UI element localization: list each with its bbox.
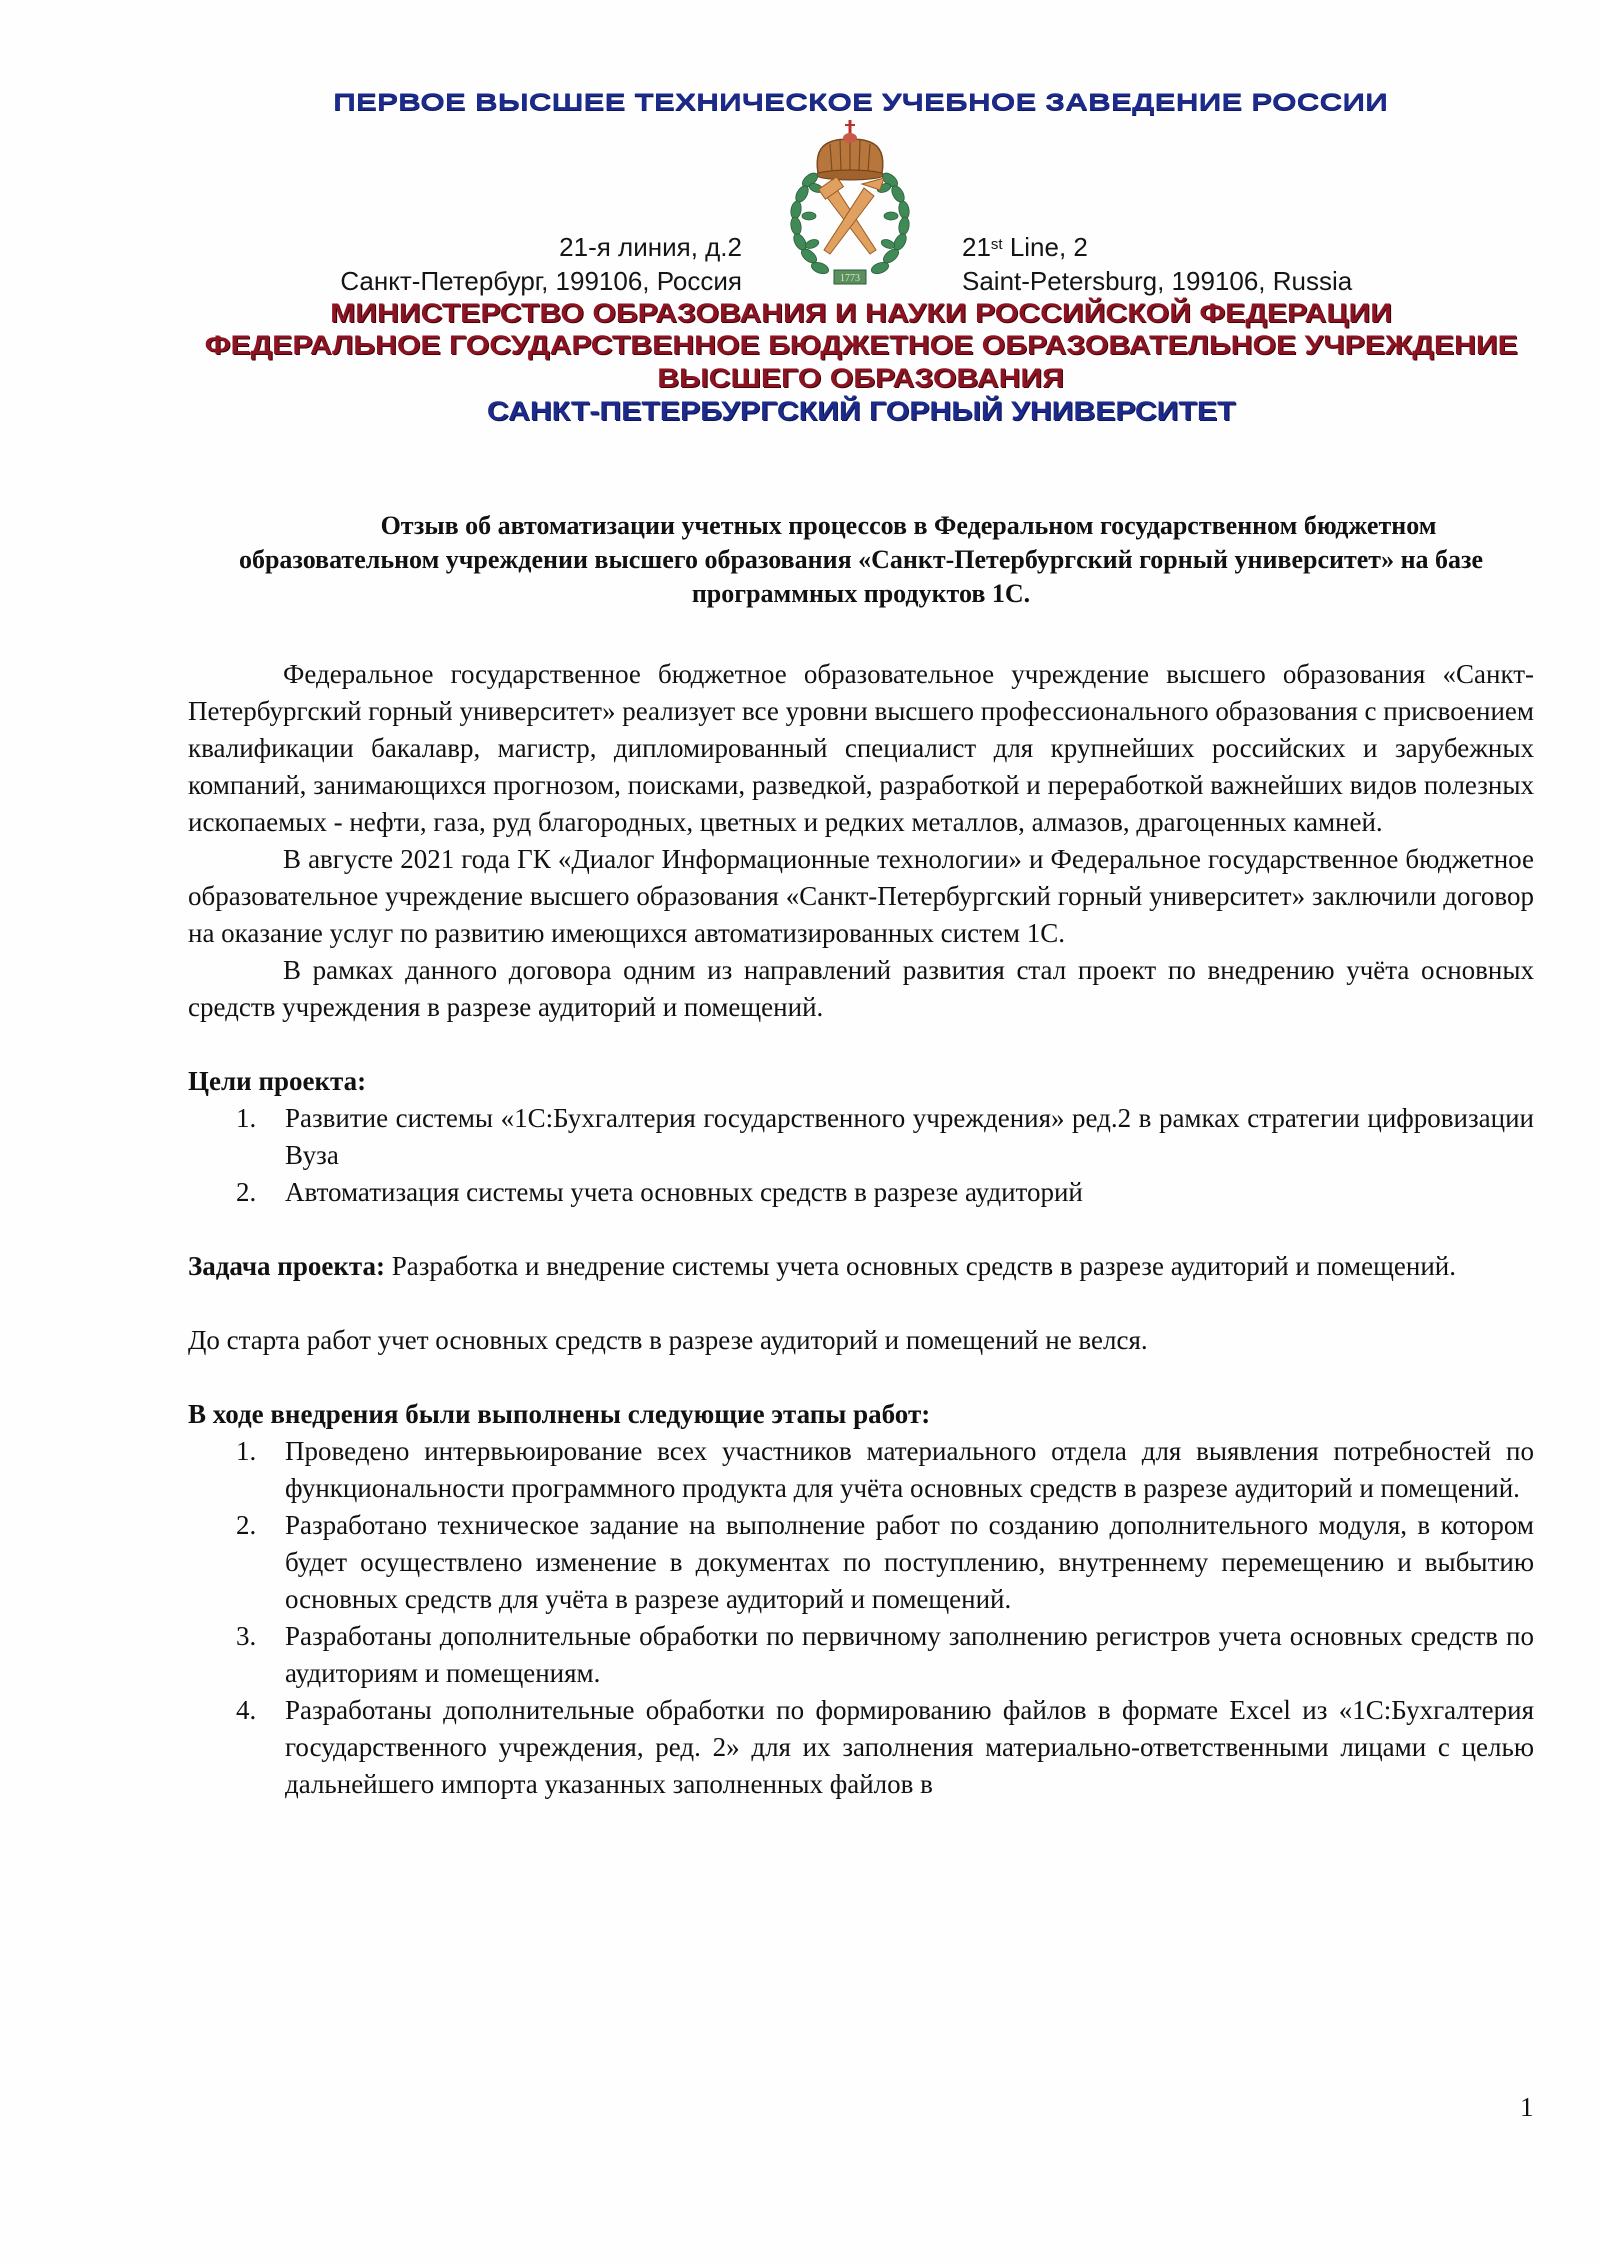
stages-heading: В ходе внедрения были выполнены следующие этапы работ: xyxy=(188,1399,931,1429)
list-number: 4. xyxy=(236,1695,257,1725)
letterhead-tagline xyxy=(161,89,1561,117)
list-item-text: Проведено интервьюирование всех участников материального отдела для выявления потребностей по функциональности программного продукта для учёта основных средств в разрезе аудиторий и помещений. xyxy=(285,1436,1534,1503)
list-number: 2. xyxy=(236,1177,257,1207)
goals-list xyxy=(188,1100,1534,1211)
list-item xyxy=(188,1100,1534,1174)
task-text: Разработка и внедрение системы учета основных средств в разрезе аудиторий и помещений. xyxy=(385,1251,1456,1281)
list-item xyxy=(188,1174,1534,1211)
ministry-text: МИНИСТЕРСТВО ОБРАЗОВАНИЯ И НАУКИ РОССИЙСКОЙ ФЕДЕРАЦИИ xyxy=(330,298,1392,328)
institution-line2-text: ВЫСШЕГО ОБРАЗОВАНИЯ xyxy=(657,363,1065,393)
institution-line1-text: ФЕДЕРАЛЬНОЕ ГОСУДАРСТВЕННОЕ БЮДЖЕТНОЕ ОБРАЗОВАТЕЛЬНОЕ УЧРЕЖДЕНИЕ xyxy=(204,330,1518,360)
spacer xyxy=(188,1026,1534,1063)
tagline-text: ПЕРВОЕ ВЫСШЕЕ ТЕХНИЧЕСКОЕ УЧЕБНОЕ ЗАВЕДЕНИЕ РОССИИ xyxy=(333,89,1389,116)
goals-heading: Цели проекта: xyxy=(188,1066,367,1096)
paragraph-intro: Федеральное государственное бюджетное образовательное учреждение высшего образования «Санкт-Петербургский горный университет» реализует все уровни высшего профессионального образования с присвоением квалификации бакалавр, магистр, дипломированный специалист для крупнейших российских и зарубежных компаний, занимающихся прогнозом, поисками, разведкой, разработкой и переработкой важнейших видов полезных ископаемых - нефти, газа, руд благородных, цветных и редких металлов, алмазов, драгоценных камней. xyxy=(188,659,1535,837)
list-number: 1. xyxy=(236,1103,257,1133)
page-number: 1 xyxy=(1520,2092,1534,2122)
paragraph-project: В рамках данного договора одним из направлений развития стал проект по внедрению учёта основных средств учреждения в разрезе аудиторий и помещений. xyxy=(188,955,1534,1022)
address-english xyxy=(962,230,1352,298)
institution-heading-line1 xyxy=(161,330,1561,360)
list-item xyxy=(188,1692,1534,1803)
university-name-heading xyxy=(161,396,1561,426)
list-item-text: Разработано техническое задание на выполнение работ по созданию дополнительного модуля, в котором будет осуществлено изменение в документах по поступлению, внутреннему перемещению и выбытию основных средств для учёта в разрезе аудиторий и помещений. xyxy=(285,1510,1534,1614)
list-item-text: Разработаны дополнительные обработки по формированию файлов в формате Excel из «1С:Бухгалтерия государственного учреждения, ред. 2» для их заполнения материально-ответственными лицами с целью дальнейшего импорта указанных заполненных файлов в xyxy=(285,1695,1534,1799)
document-title: Отзыв об автоматизации учетных процессов в Федеральном государственном бюджетном образовательном учреждении высшего образования «Санкт-Петербургский горный университет» на базе программных продуктов 1С. xyxy=(238,511,1484,608)
before-start-paragraph: До старта работ учет основных средств в разрезе аудиторий и помещений не велся. xyxy=(188,1325,1148,1355)
list-item xyxy=(188,1507,1534,1618)
emblem-year: 1773 xyxy=(840,273,860,284)
address-ru-line2: Санкт-Петербург, 199106, Россия xyxy=(340,266,742,296)
spacer xyxy=(188,1285,1534,1322)
task-label: Задача проекта: xyxy=(188,1251,386,1281)
task-paragraph xyxy=(188,1248,1534,1285)
address-en-line1 xyxy=(962,230,1352,264)
list-number: 1. xyxy=(236,1436,257,1466)
address-en-ordinal: st xyxy=(990,236,1003,253)
list-item xyxy=(188,1618,1534,1692)
address-russian xyxy=(340,230,742,298)
university-name-text: САНКТ-ПЕТЕРБУРГСКИЙ ГОРНЫЙ УНИВЕРСИТЕТ xyxy=(486,396,1236,426)
list-item-text: Разработаны дополнительные обработки по первичному заполнению регистров учета основных средств по аудиториям и помещениям. xyxy=(285,1621,1534,1688)
stages-list xyxy=(188,1433,1534,1803)
address-en-number: 21 xyxy=(962,232,991,262)
university-emblem-icon xyxy=(780,118,920,290)
list-number: 2. xyxy=(236,1510,257,1540)
list-item-text: Развитие системы «1С:Бухгалтерия государственного учреждения» ред.2 в рамках стратегии цифровизации Вуза xyxy=(285,1103,1534,1170)
spacer xyxy=(188,1359,1534,1396)
list-item-text: Автоматизация системы учета основных средств в разрезе аудиторий xyxy=(285,1177,1083,1207)
document-body xyxy=(188,656,1534,1803)
address-en-street: Line, 2 xyxy=(1002,232,1088,262)
institution-heading-line2 xyxy=(161,363,1561,393)
ministry-heading xyxy=(161,298,1561,328)
spacer xyxy=(188,1211,1534,1248)
address-en-line2: Saint-Petersburg, 199106, Russia xyxy=(962,266,1353,296)
paragraph-contract: В августе 2021 года ГК «Диалог Информационные технологии» и Федеральное государственное бюджетное образовательное учреждение высшего образования «Санкт-Петербургский горный университет» заключили договор на оказание услуг по развитию имеющихся автоматизированных систем 1С. xyxy=(188,844,1534,948)
list-number: 3. xyxy=(236,1621,257,1651)
address-ru-line1: 21-я линия, д.2 xyxy=(559,232,742,262)
list-item xyxy=(188,1433,1534,1507)
